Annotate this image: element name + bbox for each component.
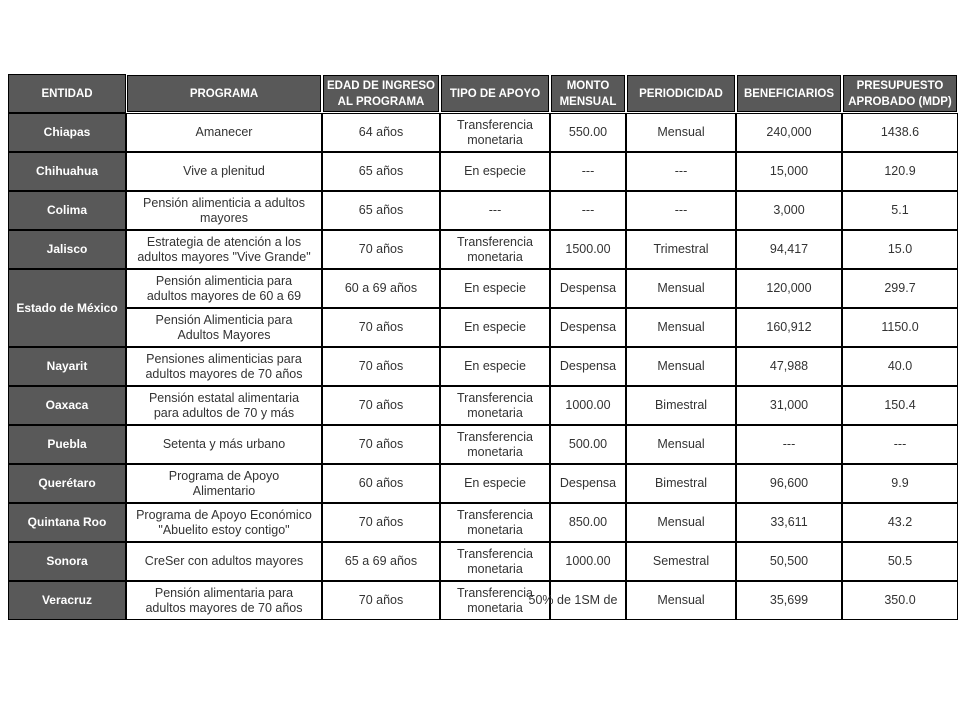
cell-programa: [126, 191, 322, 230]
cell-presupuesto: 43.2: [842, 503, 958, 542]
table-row: [8, 308, 958, 347]
header-line: MENSUAL: [559, 95, 617, 108]
table-row: [8, 386, 958, 425]
cell-programa: [126, 503, 322, 542]
cell-tipo: [440, 113, 550, 152]
header-monto: [550, 74, 626, 113]
cell-periodicidad: Mensual: [626, 308, 736, 347]
header-line: AL PROGRAMA: [337, 95, 425, 108]
cell-entidad: Querétaro: [8, 464, 126, 503]
cell-programa: [126, 425, 322, 464]
cell-programa-line: Vive a plenitud: [183, 164, 265, 178]
header-line: PERIODICIDAD: [639, 87, 723, 100]
cell-tipo: [440, 191, 550, 230]
cell-programa: [126, 542, 322, 581]
cell-tipo-line: Transferencia: [457, 507, 533, 522]
cell-beneficiarios: 47,988: [736, 347, 842, 386]
table-row: [8, 425, 958, 464]
header-row: [8, 74, 958, 113]
cell-periodicidad: Mensual: [626, 347, 736, 386]
cell-tipo: [440, 230, 550, 269]
cell-beneficiarios: 120,000: [736, 269, 842, 308]
cell-presupuesto: 350.0: [842, 581, 958, 620]
cell-tipo-line: Transferencia: [457, 390, 533, 405]
cell-programa-line: Programa de Apoyo Económico: [136, 507, 312, 522]
cell-edad: 65 años: [322, 191, 440, 230]
cell-programa-line: Setenta y más urbano: [162, 437, 286, 451]
cell-edad: 65 a 69 años: [322, 542, 440, 581]
cell-entidad: Quintana Roo: [8, 503, 126, 542]
cell-monto: 1500.00: [550, 230, 626, 269]
cell-entidad: Estado de México: [8, 269, 126, 347]
cell-entidad: Chihuahua: [8, 152, 126, 191]
cell-monto: Despensa: [550, 464, 626, 503]
cell-tipo-line: Transferencia: [457, 117, 533, 132]
header-line: MONTO: [566, 79, 610, 92]
cell-monto: Despensa: [550, 308, 626, 347]
cell-periodicidad: Bimestral: [626, 464, 736, 503]
cell-beneficiarios: 31,000: [736, 386, 842, 425]
header-line: PROGRAMA: [189, 87, 259, 100]
cell-tipo: [440, 269, 550, 308]
cell-entidad: Sonora: [8, 542, 126, 581]
table-row: [8, 113, 958, 152]
cell-beneficiarios: 35,699: [736, 581, 842, 620]
cell-programa-line: Pensión alimenticia a adultos: [143, 195, 305, 210]
cell-programa-line: Pensión Alimenticia para: [155, 312, 293, 327]
cell-presupuesto: 5.1: [842, 191, 958, 230]
cell-programa-line: Alimentario: [192, 483, 256, 498]
cell-tipo: [440, 347, 550, 386]
cell-tipo: [440, 464, 550, 503]
cell-programa: [126, 347, 322, 386]
cell-tipo-line: monetaria: [467, 132, 523, 147]
cell-entidad: Puebla: [8, 425, 126, 464]
cell-programa: [126, 230, 322, 269]
cell-entidad: Oaxaca: [8, 386, 126, 425]
header-tipo: [440, 74, 550, 113]
cell-tipo-line: monetaria: [467, 600, 523, 615]
cell-beneficiarios: 96,600: [736, 464, 842, 503]
cell-beneficiarios: 3,000: [736, 191, 842, 230]
cell-beneficiarios: 94,417: [736, 230, 842, 269]
header-line: APROBADO (MDP): [848, 95, 952, 108]
cell-edad: 70 años: [322, 386, 440, 425]
cell-tipo-line: Transferencia: [457, 546, 533, 561]
cell-programa: [126, 581, 322, 620]
cell-programa-line: adultos mayores de 70 años: [145, 600, 303, 615]
header-beneficiarios: [736, 74, 842, 113]
cell-programa-line: Estrategia de atención a los: [146, 234, 302, 249]
cell-tipo-line: En especie: [464, 476, 526, 490]
cell-tipo-line: En especie: [464, 320, 526, 334]
header-edad: [322, 74, 440, 113]
cell-periodicidad: Bimestral: [626, 386, 736, 425]
cell-programa-line: para adultos de 70 y más: [153, 405, 295, 420]
table-row: [8, 464, 958, 503]
cell-presupuesto: 120.9: [842, 152, 958, 191]
cell-periodicidad: Trimestral: [626, 230, 736, 269]
cell-tipo-line: Transferencia: [457, 234, 533, 249]
cell-edad: 70 años: [322, 308, 440, 347]
cell-monto: ---: [550, 152, 626, 191]
cell-presupuesto: 1150.0: [842, 308, 958, 347]
cell-entidad: Nayarit: [8, 347, 126, 386]
cell-monto: Despensa: [550, 269, 626, 308]
cell-programa-line: Pensión estatal alimentaria: [148, 390, 300, 405]
cell-tipo-line: monetaria: [467, 561, 523, 576]
cell-presupuesto: ---: [842, 425, 958, 464]
cell-monto: 1000.00: [550, 542, 626, 581]
programs-table: [8, 74, 958, 620]
cell-programa-line: adultos mayores de 70 años: [145, 366, 303, 381]
header-line: ENTIDAD: [41, 87, 93, 100]
cell-periodicidad: Semestral: [626, 542, 736, 581]
table-row: [8, 347, 958, 386]
cell-monto: 550.00: [550, 113, 626, 152]
header-line: BENEFICIARIOS: [743, 87, 835, 100]
cell-programa-line: Adultos Mayores: [177, 327, 271, 342]
cell-monto: 1000.00: [550, 386, 626, 425]
cell-beneficiarios: 160,912: [736, 308, 842, 347]
cell-tipo: [440, 152, 550, 191]
cell-programa: [126, 464, 322, 503]
cell-presupuesto: 15.0: [842, 230, 958, 269]
header-line: EDAD DE INGRESO: [327, 79, 435, 92]
cell-tipo-line: monetaria: [467, 444, 523, 459]
header-entidad: [8, 74, 126, 113]
cell-edad: 70 años: [322, 503, 440, 542]
header-line: TIPO DE APOYO: [449, 87, 541, 100]
cell-tipo: [440, 308, 550, 347]
cell-beneficiarios: 50,500: [736, 542, 842, 581]
cell-programa: [126, 386, 322, 425]
cell-presupuesto: 1438.6: [842, 113, 958, 152]
cell-presupuesto: 40.0: [842, 347, 958, 386]
cell-periodicidad: ---: [626, 191, 736, 230]
table-row: [8, 503, 958, 542]
cell-entidad: Colima: [8, 191, 126, 230]
cell-tipo-line: monetaria: [467, 522, 523, 537]
cell-programa-line: Amanecer: [195, 125, 253, 139]
cell-edad: 70 años: [322, 425, 440, 464]
cell-presupuesto: 299.7: [842, 269, 958, 308]
cell-programa: [126, 308, 322, 347]
cell-entidad: Jalisco: [8, 230, 126, 269]
cell-tipo-line: monetaria: [467, 405, 523, 420]
cell-monto-text: 50% de 1SM de: [528, 593, 618, 607]
header-periodicidad: [626, 74, 736, 113]
cell-periodicidad: Mensual: [626, 581, 736, 620]
cell-programa-line: Programa de Apoyo: [168, 468, 280, 483]
cell-monto: [528, 581, 626, 620]
cell-tipo-line: monetaria: [467, 249, 523, 264]
cell-programa-line: CreSer con adultos mayores: [144, 554, 304, 568]
cell-tipo: [440, 542, 550, 581]
cell-edad: 64 años: [322, 113, 440, 152]
cell-entidad: Chiapas: [8, 113, 126, 152]
cell-edad: 65 años: [322, 152, 440, 191]
cell-periodicidad: Mensual: [626, 269, 736, 308]
table-row: [8, 581, 958, 620]
cell-monto: Despensa: [550, 347, 626, 386]
cell-programa-line: "Abuelito estoy contigo": [158, 522, 290, 537]
cell-monto: 850.00: [550, 503, 626, 542]
cell-tipo: [440, 425, 550, 464]
cell-programa: [126, 152, 322, 191]
cell-periodicidad: Mensual: [626, 503, 736, 542]
cell-beneficiarios: 33,611: [736, 503, 842, 542]
cell-programa-line: Pensiones alimenticias para: [146, 351, 302, 366]
cell-tipo-line: Transferencia: [457, 429, 533, 444]
table-row: [8, 191, 958, 230]
cell-beneficiarios: 15,000: [736, 152, 842, 191]
cell-tipo-line: En especie: [464, 359, 526, 373]
cell-programa-line: adultos mayores "Vive Grande": [137, 249, 311, 264]
cell-programa-line: Pensión alimentaria para: [154, 585, 294, 600]
header-programa: [126, 74, 322, 113]
table-row: [8, 152, 958, 191]
cell-tipo-line: ---: [488, 203, 502, 217]
cell-presupuesto: 150.4: [842, 386, 958, 425]
cell-programa-line: Pensión alimenticia para: [155, 273, 293, 288]
cell-tipo-line: En especie: [464, 164, 526, 178]
cell-programa-line: adultos mayores de 60 a 69: [146, 288, 302, 303]
cell-periodicidad: Mensual: [626, 425, 736, 464]
cell-beneficiarios: 240,000: [736, 113, 842, 152]
table-body: [8, 113, 958, 620]
cell-edad: 60 años: [322, 464, 440, 503]
table-row: [8, 542, 958, 581]
cell-periodicidad: ---: [626, 152, 736, 191]
cell-programa: [126, 269, 322, 308]
cell-periodicidad: Mensual: [626, 113, 736, 152]
table-row: [8, 269, 958, 308]
cell-tipo: [440, 503, 550, 542]
cell-edad: 60 a 69 años: [322, 269, 440, 308]
table-row: [8, 230, 958, 269]
cell-tipo-line: Transferencia: [457, 585, 533, 600]
cell-edad: 70 años: [322, 581, 440, 620]
cell-edad: 70 años: [322, 230, 440, 269]
cell-programa: [126, 113, 322, 152]
header-presupuesto: [842, 74, 958, 113]
cell-entidad: Veracruz: [8, 581, 126, 620]
cell-presupuesto: 50.5: [842, 542, 958, 581]
cell-tipo: [440, 386, 550, 425]
cell-edad: 70 años: [322, 347, 440, 386]
cell-presupuesto: 9.9: [842, 464, 958, 503]
header-line: PRESUPUESTO: [856, 79, 944, 92]
cell-programa-line: mayores: [200, 210, 248, 225]
cell-monto: 500.00: [550, 425, 626, 464]
cell-tipo-line: En especie: [464, 281, 526, 295]
cell-beneficiarios: ---: [736, 425, 842, 464]
cell-monto: ---: [550, 191, 626, 230]
